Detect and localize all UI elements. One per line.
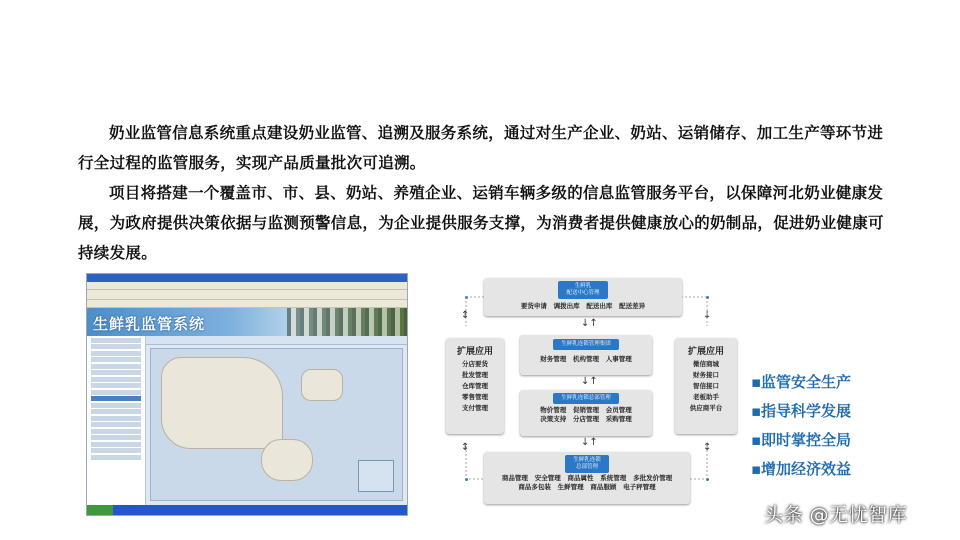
windows-taskbar	[87, 505, 407, 515]
arrow-icon: ↓↑	[581, 376, 598, 387]
right-extension-item: 微信商城	[693, 360, 719, 368]
browser-address-bar	[87, 300, 407, 308]
group-management-items: 财务管理 机构管理 人事管理	[540, 355, 632, 363]
arrow-icon: ↓↑	[581, 437, 598, 448]
right-extension-item: 老板助手	[693, 393, 719, 401]
right-extension-item: 智信接口	[693, 382, 719, 390]
app-banner	[87, 308, 407, 338]
bottom-management-items-1: 商品管理 安全管理 商品属性 系统管理 多批发价管理	[501, 474, 673, 482]
benefit-item: ▪增加经济效益	[751, 460, 852, 478]
app-tabs	[146, 336, 407, 345]
benefits-list	[751, 372, 851, 488]
arrow-icon: ↓	[703, 310, 712, 321]
left-extension-item: 分店要货	[462, 360, 488, 368]
left-extension-item: 零售管理	[462, 393, 488, 401]
right-extension-item: 供应商平台	[689, 404, 723, 412]
arrow-icon: ↕	[703, 442, 712, 453]
left-extension-title: 扩展应用	[456, 347, 493, 357]
map-view	[150, 348, 403, 501]
benefit-item: ▪即时掌控全局	[751, 431, 852, 449]
watermark: 头条 @无忧智库	[764, 504, 908, 526]
intro-paragraph-2: 项目将搭建一个覆盖市、市、县、奶站、养殖企业、运销车辆多级的信息监管服务平台，以保障河北奶业健康发展，为政府提供决策依据与监测预警信息，为企业提供服务支撑，为消费者提供健康放心的奶制品，促进奶业健康可持续发展。	[78, 184, 884, 262]
diagram-connector-lines	[444, 276, 740, 508]
distribution-center-tag: 生鲜乳 配送中心管理	[558, 281, 607, 299]
browser-menu-bar	[87, 282, 407, 290]
intro-paragraph-1: 奶业监管信息系统重点建设奶业监管、追溯及服务系统，通过对生产企业、奶站、运销储存、加工生产等环节进行全过程的监管服务，实现产品质量批次可追溯。	[78, 124, 884, 172]
start-button	[87, 505, 113, 515]
left-extension-item: 支付管理	[462, 404, 488, 412]
arrow-icon: ↓↑	[581, 318, 598, 329]
app-banner-title: 生鲜乳监管系统	[93, 315, 206, 333]
browser-toolbar	[87, 290, 407, 300]
left-extension-item: 批发管理	[462, 371, 488, 379]
architecture-diagram	[444, 276, 740, 508]
distribution-center-items: 要货申请 调拨出库 配送出库 配送差异	[520, 302, 646, 310]
banner-cows-image	[287, 308, 407, 338]
app-nav-tree	[87, 336, 146, 505]
browser-title-bar	[87, 274, 407, 282]
bottom-management-tag: 生鲜乳连锁 总部管理	[565, 455, 609, 473]
headquarters-management-items-2: 决策支持 分店管理 采购管理	[540, 415, 632, 423]
intro-text	[78, 118, 898, 268]
right-extension-title: 扩展应用	[687, 347, 724, 357]
headquarters-management-tag: 生鲜乳连锁总部管理	[553, 393, 619, 404]
right-extension-item: 财务接口	[693, 371, 719, 379]
arrow-icon: ↕	[461, 310, 470, 321]
left-extension-item: 仓库管理	[462, 382, 488, 390]
arrow-icon: ↕	[461, 442, 470, 453]
app-body	[87, 336, 407, 505]
bottom-management-items-2: 商品多包装 生鲜管理 商品服顾 电子秤管理	[518, 483, 656, 491]
headquarters-management-items-1: 物价管理 促销管理 会员管理	[540, 406, 632, 414]
benefit-item: ▪指导科学发展	[751, 402, 852, 420]
app-map-panel	[146, 336, 407, 505]
benefit-item: ▪监管安全生产	[751, 373, 852, 391]
system-screenshot	[86, 273, 408, 516]
group-management-tag: 生鲜乳连锁管理集团	[553, 339, 619, 350]
